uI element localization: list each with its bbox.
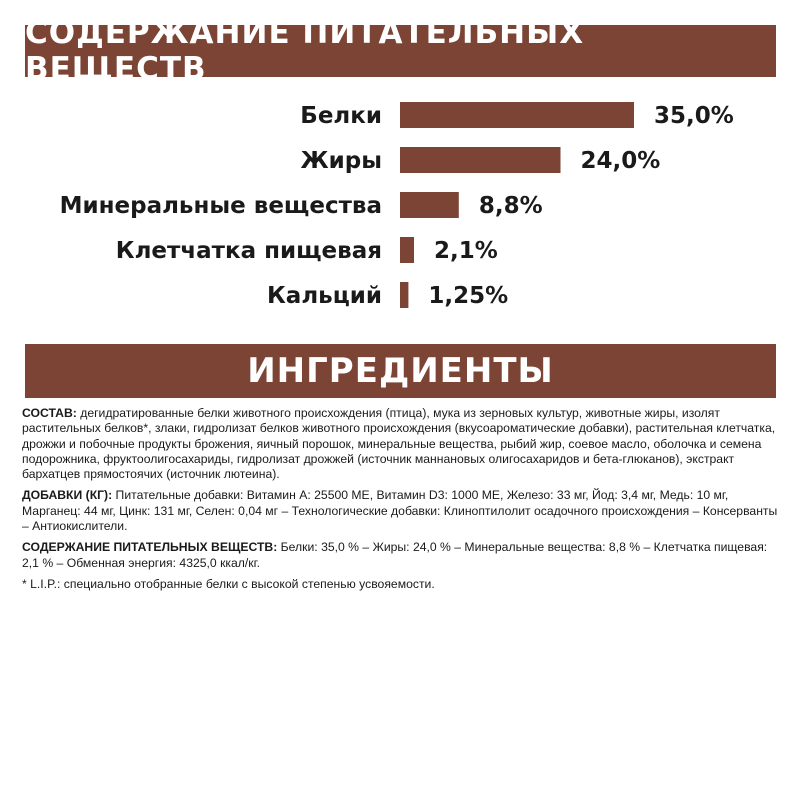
category-label: Кальций <box>267 283 382 309</box>
bar <box>400 102 634 128</box>
bar <box>400 192 459 218</box>
nutrients-header-banner <box>25 15 776 87</box>
category-label: Жиры <box>300 148 382 174</box>
value-label: 2,1% <box>434 238 498 264</box>
category-label: Минеральные вещества <box>59 193 382 219</box>
nutrients-paragraph <box>22 540 778 571</box>
footnote-paragraph <box>22 577 778 592</box>
bar <box>400 147 561 173</box>
additives-paragraph <box>22 488 778 534</box>
bar <box>400 237 414 263</box>
nutrients-label: СОДЕРЖАНИЕ ПИТАТЕЛЬНЫХ ВЕЩЕСТВ: <box>22 540 278 555</box>
ingredients-header-title: ИНГРЕДИЕНТЫ <box>247 351 554 391</box>
value-label: 8,8% <box>478 193 543 219</box>
nutrients-text: Белки: 35,0 % – Жиры: 24,0 % – Минеральные вещества: 8,8 % – Клетчатка пищевая: 2,1 % – Обменная энергия: 4325,0 ккал/кг. <box>22 540 768 570</box>
category-label: Клетчатка пищевая <box>115 238 382 264</box>
footnote-text: * L.I.P.: специально отобранные белки с высокой степенью усвояемости. <box>22 576 435 591</box>
value-label: 1,25% <box>428 283 509 309</box>
ingredients-text-block <box>22 406 778 598</box>
additives-label: ДОБАВКИ (КГ): <box>22 488 113 503</box>
composition-text: дегидратированные белки животного происхождения (птица), мука из зерновых культур, животные жиры, изолят растительных белков*, злаки, гидролизат белков животного происхождения (вкусоароматические добавки), растительная клетчатка, дрожжи и побочные продукты брожения, яичный порошок, минеральные вещества, рыбий жир, соевое масло, оболочка и семена подорожника, фруктоолигосахариды, гидролизат дрожжей (источник маннановых олигосахаридов и бета-глюканов), экстракт бархатцев прямостоячих (источник лютеина). <box>22 406 776 482</box>
composition-paragraph <box>22 406 778 482</box>
nutrient-bar-chart <box>0 90 800 320</box>
value-label: 24,0% <box>580 148 661 174</box>
category-label: Белки <box>300 103 382 129</box>
composition-label: СОСТАВ: <box>22 406 77 420</box>
nutrients-header-title: СОДЕРЖАНИЕ ПИТАТЕЛЬНЫХ ВЕЩЕСТВ <box>25 15 585 87</box>
bar <box>400 282 408 308</box>
additives-text: Питательные добавки: Витамин A: 25500 МЕ, Витамин D3: 1000 МЕ, Железо: 33 мг, Йод: 3,4 мг, Медь: 10 мг, Марганец: 44 мг, Цинк: 131 мг, Селен: 0,04 мг – Технологические добавки: Клиноптилолит осадочного происхождения – Консерванты – Антиокислители. <box>22 488 778 534</box>
value-label: 35,0% <box>654 103 734 129</box>
ingredients-header-banner <box>25 344 776 398</box>
